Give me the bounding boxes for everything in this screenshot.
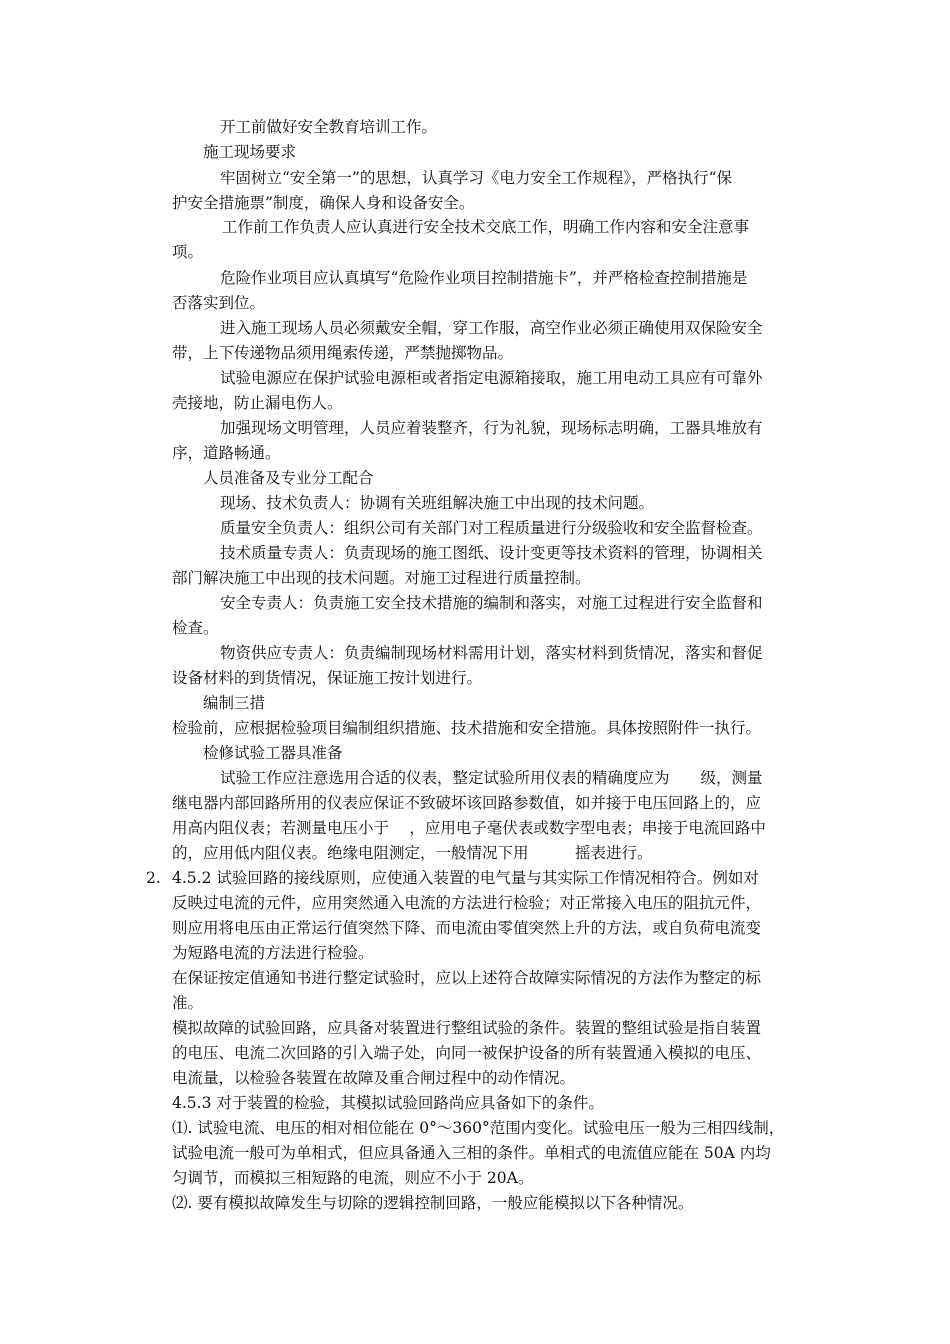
- text-line: 危险作业项目应认真填写“危险作业项目控制措施卡”，并严格检查控制措施是: [220, 269, 748, 287]
- text-line: 准。: [172, 994, 204, 1012]
- text-line: 模拟故障的试验回路，应具备对装置进行整组试验的条件。装置的整组试验是指自装置: [172, 1019, 762, 1037]
- text-line: 电流量，以检验各装置在故障及重合闸过程中的动作情况。: [172, 1069, 576, 1087]
- text-line: 继电器内部回路所用的仪表应保证不致破坏该回路参数值，如并接于电压回路上的，应: [172, 794, 762, 812]
- text-line: 则应用将电压由正常运行值突然下降、而电流由零值突然上升的方法，或自负荷电流变: [172, 919, 762, 937]
- text-line: 4.5.2 试验回路的接线原则，应使通入装置的电气量与其实际工作情况相符合。例如对: [172, 869, 759, 887]
- text-line: 4.5.3 对于装置的检验，其模拟试验回路尚应具备如下的条件。: [172, 1094, 604, 1112]
- section-heading: 人员准备及专业分工配合: [203, 469, 374, 487]
- list-number: 2.: [146, 869, 161, 887]
- section-heading: 施工现场要求: [203, 143, 297, 161]
- text-line: 试验电流一般可为单相式，但应具备通入三相的条件。单相式的电流值应能在 50A 内均: [172, 1144, 771, 1162]
- text-line: 试验电源应在保护试验电源柜或者指定电源箱接取，施工用电动工具应有可靠外: [220, 369, 763, 387]
- text-line: 为短路电流的方法进行检验。: [172, 944, 374, 962]
- text-line: 的电压、电流二次回路的引入端子处，向同一被保护设备的所有装置通入模拟的电压、: [172, 1044, 762, 1062]
- text-line: 检查。: [172, 619, 219, 637]
- text-line: 壳接地，防止漏电伤人。: [172, 394, 343, 412]
- section-heading: 检修试验工器具准备: [203, 744, 343, 762]
- text-line: 加强现场文明管理，人员应着装整齐，行为礼貌，现场标志明确，工器具堆放有: [220, 419, 763, 437]
- text-line: ⑴. 试验电流、电压的相对相位能在 0°～360°范围内变化。试验电压一般为三相四线制，: [172, 1119, 785, 1137]
- text-line: 设备材料的到货情况，保证施工按计划进行。: [172, 669, 483, 687]
- text-line: 牢固树立“安全第一”的思想，认真学习《电力安全工作规程》，严格执行“保: [220, 169, 733, 187]
- text-line: 的，应用低内阻仪表。绝缘电阻测定，一般情况下用 摇表进行。: [172, 844, 653, 862]
- text-line: 现场、技术负责人：协调有关班组解决施工中出现的技术问题。: [220, 494, 655, 512]
- text-line: 开工前做好安全教育培训工作。: [220, 118, 438, 136]
- text-line: 序，道路畅通。: [172, 444, 281, 462]
- text-line: 部门解决施工中出现的技术问题。对施工过程进行质量控制。: [172, 569, 591, 587]
- text-line: 反映过电流的元件，应用突然通入电流的方法进行检验；对正常接入电压的阻抗元件，: [172, 894, 762, 912]
- text-line: 护安全措施票”制度，确保人身和设备安全。: [172, 194, 475, 212]
- section-heading: 编制三措: [203, 694, 266, 712]
- text-line: 否落实到位。: [172, 294, 266, 312]
- text-line: 带，上下传递物品须用绳索传递，严禁抛掷物品。: [172, 344, 514, 362]
- text-line: 工作前工作负责人应认真进行安全技术交底工作，明确工作内容和安全注意事: [222, 218, 750, 236]
- text-line: 在保证按定值通知书进行整定试验时，应以上述符合故障实际情况的方法作为整定的标: [172, 969, 762, 987]
- text-line: 技术质量专责人：负责现场的施工图纸、设计变更等技术资料的管理，协调相关: [220, 544, 763, 562]
- text-line: 进入施工现场人员必须戴安全帽，穿工作服，高空作业必须正确使用双保险安全: [220, 319, 763, 337]
- text-line: ⑵. 要有模拟故障发生与切除的逻辑控制回路，一般应能模拟以下各种情况。: [172, 1194, 694, 1212]
- text-line: 检验前，应根据检验项目编制组织措施、技术措施和安全措施。具体按照附件一执行。: [172, 719, 762, 737]
- text-line: 用高内阻仪表；若测量电压小于 ，应用电子毫伏表或数字型电表；串接于电流回路中: [172, 819, 766, 837]
- text-line: 试验工作应注意选用合适的仪表，整定试验所用仪表的精确度应为 级，测量: [220, 769, 763, 787]
- text-line: 质量安全负责人：组织公司有关部门对工程质量进行分级验收和安全监督检查。: [220, 519, 763, 537]
- text-line: 物资供应专责人：负责编制现场材料需用计划，落实材料到货情况，落实和督促: [220, 644, 763, 662]
- text-line: 项。: [172, 243, 204, 261]
- text-line: 安全专责人：负责施工安全技术措施的编制和落实，对施工过程进行安全监督和: [220, 594, 763, 612]
- text-line: 匀调节，而模拟三相短路的电流，则应不小于 20A。: [172, 1169, 534, 1187]
